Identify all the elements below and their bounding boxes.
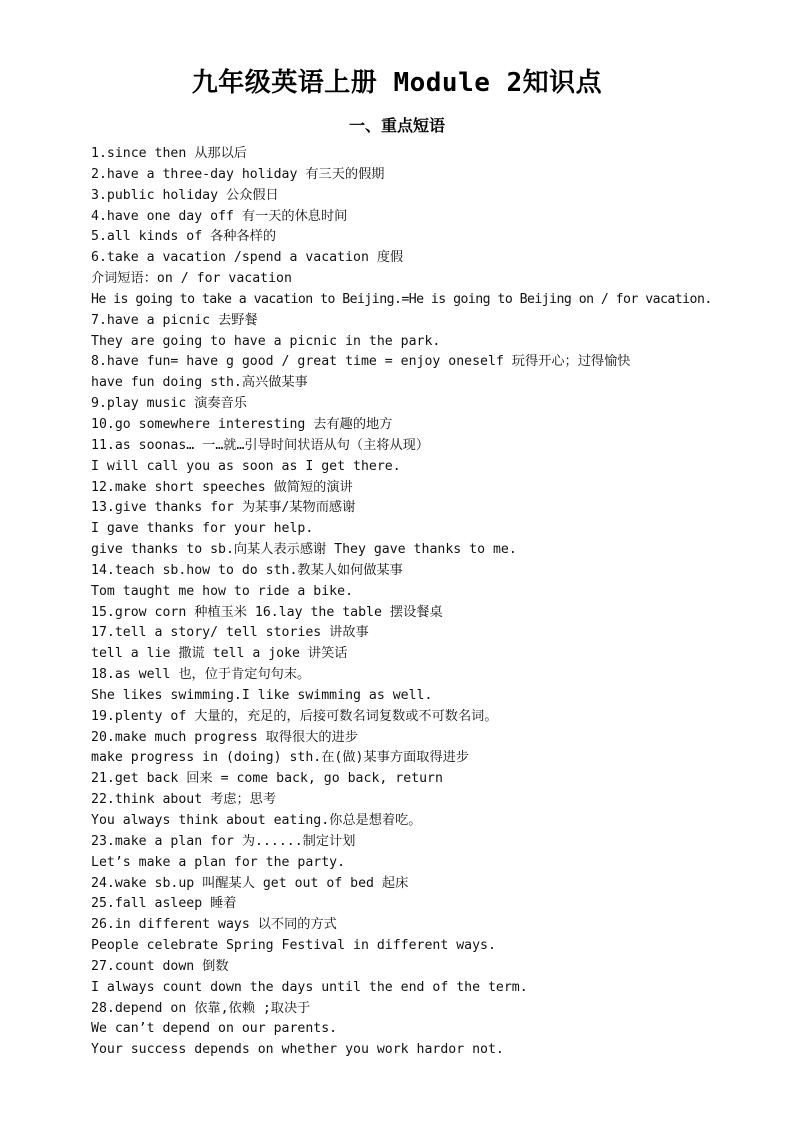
list-item: 介词短语：on / for vacation [91, 271, 292, 287]
list-item: 5.all kinds of 各种各样的 [91, 229, 277, 245]
example-sentence: I gave thanks for your help. [91, 521, 314, 537]
list-item: 2.have a three-day holiday 有三天的假期 [91, 166, 385, 182]
example-sentence: They are going to have a picnic in the park. [91, 333, 441, 349]
list-item: 3.public holiday 公众假日 [91, 187, 279, 203]
list-item: make progress in (doing) sth.在(做)某事方面取得进步 [91, 750, 469, 766]
list-item: 12.make short speeches 做简短的演讲 [91, 479, 353, 495]
list-item: 1.since then 从那以后 [91, 146, 247, 161]
list-item: 21.get back 回来 = come back, go back, return [91, 771, 443, 787]
example-sentence: Let’s make a plan for the party. [91, 854, 346, 870]
list-item: 23.make a plan for 为......制定计划 [91, 833, 356, 849]
list-item: 10.go somewhere interesting 去有趣的地方 [91, 416, 393, 432]
phrase-list [91, 144, 781, 1061]
example-sentence: We can’t depend on our parents. [91, 1021, 338, 1037]
example-sentence: Your success depends on whether you work hardor not. [91, 1042, 504, 1058]
example-sentence: Tom taught me how to ride a bike. [91, 583, 354, 599]
list-item: tell a lie 撒谎 tell a joke 讲笑话 [91, 646, 348, 662]
list-item: give thanks to sb.向某人表示感谢 They gave thanks to me. [91, 542, 517, 558]
example-sentence: I will call you as soon as I get there. [91, 458, 401, 474]
list-item: 22.think about 考虑；思考 [91, 792, 277, 808]
list-item: 28.depend on 依靠,依赖 ;取决于 [91, 1000, 311, 1016]
list-item: 19.plenty of 大量的，充足的，后接可数名词复数或不可数名词。 [91, 708, 498, 724]
section-heading: 一、重点短语 [348, 116, 445, 135]
list-item: 14.teach sb.how to do sth.教某人如何做某事 [91, 562, 403, 578]
list-item: 13.give thanks for 为某事/某物而感谢 [91, 500, 356, 516]
example-sentence: You always think about eating.你总是想着吃。 [91, 813, 422, 828]
list-item: 6.take a vacation /spend a vacation 度假 [91, 250, 404, 266]
list-item: 18.as well 也，位于肯定句句末。 [91, 667, 311, 683]
example-sentence: People celebrate Spring Festival in different ways. [91, 938, 496, 954]
list-item: 27.count down 倒数 [91, 958, 229, 974]
example-sentence: He is going to take a vacation to Beijing.=He is going to Beijing on / for vacation. [91, 291, 712, 307]
document-title: 九年级英语上册 Module 2知识点 [191, 68, 603, 98]
list-item: 24.wake sb.up 叫醒某人 get out of bed 起床 [91, 875, 409, 891]
list-item: 25.fall asleep 睡着 [91, 896, 237, 912]
list-item: 8.have fun= have g good / great time = enjoy oneself 玩得开心；过得愉快 [91, 354, 631, 370]
example-sentence: I always count down the days until the end of the term. [91, 979, 528, 995]
list-item: 15.grow corn 种植玉米 16.lay the table 摆设餐桌 [91, 604, 443, 620]
list-item: 20.make much progress 取得很大的进步 [91, 729, 358, 745]
list-item: have fun doing sth.高兴做某事 [91, 375, 308, 391]
list-item: 9.play music 演奏音乐 [91, 396, 247, 412]
list-item: 17.tell a story/ tell stories 讲故事 [91, 625, 369, 641]
example-sentence: She likes swimming.I like swimming as well. [91, 687, 433, 703]
list-item: 11.as soonas… 一…就…引导时间状语从句（主将从现） [91, 437, 430, 453]
list-item: 4.have one day off 有一天的休息时间 [91, 208, 348, 224]
list-item: 7.have a picnic 去野餐 [91, 312, 258, 328]
list-item: 26.in different ways 以不同的方式 [91, 917, 337, 933]
